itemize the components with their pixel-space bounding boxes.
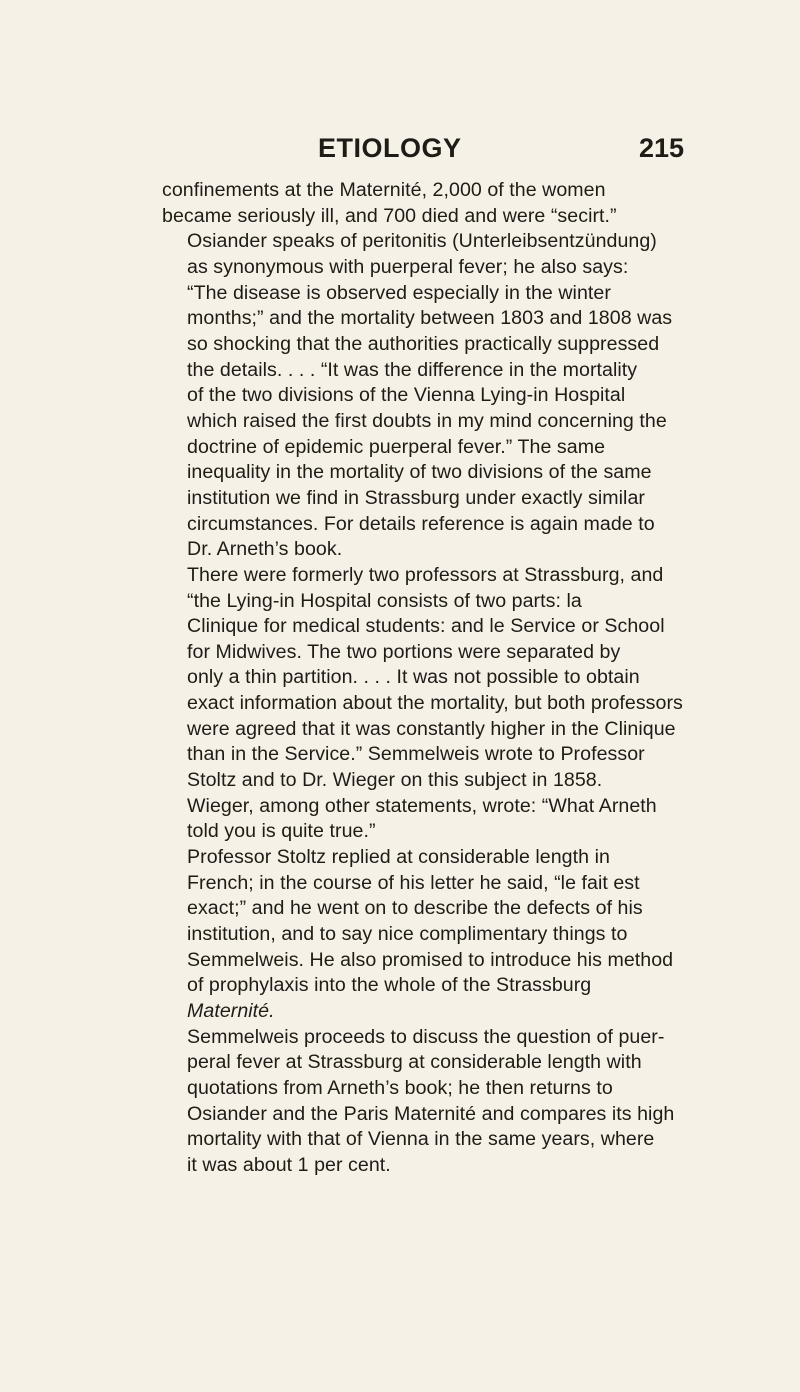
text-line: Maternité.	[187, 1000, 275, 1022]
body-text	[162, 178, 688, 1179]
text-line: told you is quite true.”	[187, 820, 376, 843]
text-line: Osiander and the Paris Maternité and compares its high	[187, 1102, 675, 1125]
text-line: exact;” and he went on to describe the defects of his	[187, 897, 643, 920]
text-line: became seriously ill, and 700 died and were “secirt.”	[162, 204, 617, 227]
page-header	[164, 132, 684, 168]
text-line: which raised the first doubts in my mind concerning the	[187, 409, 667, 432]
text-line: Osiander speaks of peritonitis (Unterleibsentzündung)	[187, 230, 657, 253]
text-line: for Midwives. The two portions were separated by	[187, 640, 621, 663]
text-line: Dr. Arneth’s book.	[187, 538, 343, 561]
page-number: 215	[638, 133, 684, 163]
text-line: French; in the course of his letter he said, “le fait est	[187, 871, 640, 894]
text-line: of the two divisions of the Vienna Lying-in Hospital	[187, 384, 626, 407]
text-line: months;” and the mortality between 1803 and 1808 was	[187, 307, 673, 330]
paragraph-2	[162, 229, 688, 563]
paragraph-4	[162, 845, 688, 1025]
text-line: Stoltz and to Dr. Wieger on this subject in 1858.	[187, 769, 603, 792]
text-line: Semmelweis proceeds to discuss the question of puer-	[187, 1025, 665, 1048]
text-line: “the Lying-in Hospital consists of two parts: la	[187, 589, 582, 612]
text-line: “The disease is observed especially in the winter	[187, 281, 611, 304]
text-line: Professor Stoltz replied at considerable length in	[187, 846, 610, 869]
text-line: exact information about the mortality, but both professors	[187, 692, 683, 715]
text-line: confinements at the Maternité, 2,000 of the women	[162, 179, 606, 201]
paragraph-3	[162, 563, 688, 845]
text-line: Wieger, among other statements, wrote: “What Arneth	[187, 794, 657, 817]
text-line: Clinique for medical students: and le Service or School	[187, 615, 665, 638]
running-head: ETIOLOGY	[318, 133, 462, 163]
text-line: of prophylaxis into the whole of the Strassburg	[187, 974, 592, 997]
text-line: institution, and to say nice complimentary things to	[187, 923, 628, 946]
text-line: Semmelweis. He also promised to introduce his method	[187, 948, 674, 971]
text-line: institution we find in Strassburg under exactly similar	[187, 486, 645, 509]
text-line: were agreed that it was constantly higher in the Clinique	[187, 717, 676, 740]
paragraph-1	[162, 178, 688, 229]
text-line: circumstances. For details reference is again made to	[187, 512, 655, 535]
text-line: There were formerly two professors at Strassburg, and	[187, 563, 664, 586]
text-line: as synonymous with puerperal fever; he also says:	[187, 255, 629, 278]
paragraph-5	[162, 1025, 688, 1179]
text-line: only a thin partition. . . . It was not possible to obtain	[187, 666, 640, 689]
text-line: doctrine of epidemic puerperal fever.” The same	[187, 435, 606, 458]
text-line: mortality with that of Vienna in the same years, where	[187, 1128, 655, 1151]
text-line: it was about 1 per cent.	[187, 1153, 391, 1176]
text-line: inequality in the mortality of two divisions of the same	[187, 461, 652, 484]
text-line: peral fever at Strassburg at considerable length with	[187, 1051, 642, 1074]
text-line: the details. . . . “It was the difference in the mortality	[187, 358, 638, 381]
text-line: quotations from Arneth’s book; he then returns to	[187, 1076, 613, 1099]
text-line: than in the Service.” Semmelweis wrote to Professor	[187, 743, 645, 766]
text-line: so shocking that the authorities practically suppressed	[187, 332, 660, 355]
